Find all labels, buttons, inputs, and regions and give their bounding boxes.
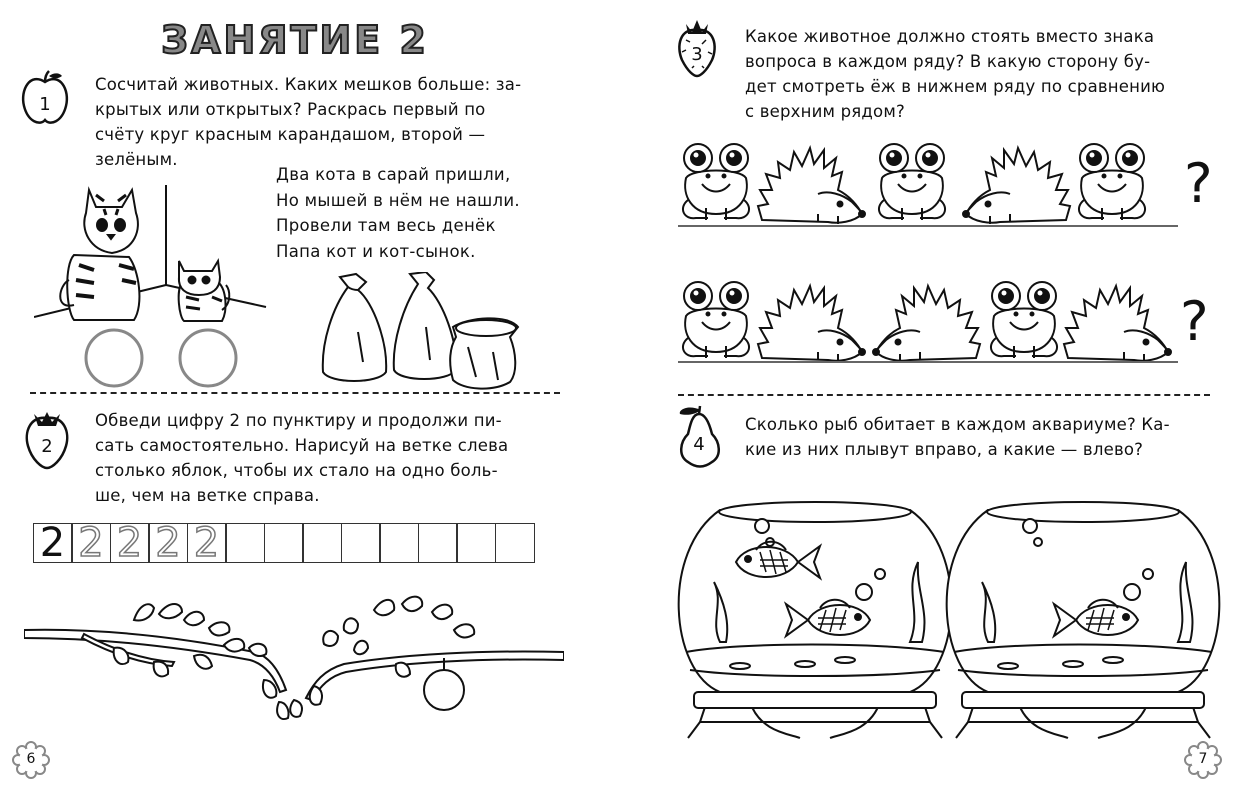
copybook-row[interactable] [34, 520, 535, 566]
task-3-line: дет смотреть ёж в нижнем ряду по сравнению [745, 77, 1166, 96]
task-1-text [95, 72, 558, 172]
dashed-digit: 2 [116, 520, 143, 566]
lesson-title: ЗАНЯТИЕ 2 [161, 18, 429, 62]
copybook-cell[interactable] [302, 523, 342, 563]
sacks-illustration [318, 272, 528, 392]
task-2-number: 2 [41, 436, 53, 457]
task-4-text [745, 412, 1210, 462]
dashed-digit: 2 [193, 520, 220, 566]
task-1-line: Сосчитай животных. Каких мешков больше: за- [95, 75, 522, 94]
question-mark-bottom: ? [1180, 290, 1209, 353]
frog-figure [683, 282, 749, 358]
task-1-badge [20, 70, 70, 128]
apple-on-branch [424, 670, 464, 710]
animal-row-top [678, 136, 1178, 232]
section-divider [30, 392, 560, 394]
dashed-digit: 2 [155, 520, 181, 566]
frog-figure [683, 144, 749, 220]
task-4-badge [674, 404, 724, 468]
hedgehog-left-figure [873, 286, 980, 362]
hedgehog-right-figure [758, 148, 865, 224]
task-4-line: кие из них плывут вправо, а какие — влево? [745, 440, 1144, 459]
task-1-number: 1 [39, 94, 51, 115]
task-1-line: счёту круг красным карандашом, второй — [95, 125, 486, 144]
copybook-cell[interactable] [148, 520, 188, 566]
copybook-cell[interactable] [71, 520, 111, 566]
frog-figure [1079, 144, 1145, 220]
task-2-line: сать самостоятельно. Нарисуй на ветке слева [95, 436, 509, 455]
copybook-cell[interactable] [187, 520, 227, 566]
copybook-cell[interactable] [456, 523, 496, 563]
page-number-left [12, 741, 50, 779]
task-2-badge [22, 408, 72, 470]
task-3-line: Какое животное должно стоять вместо знака [745, 27, 1155, 46]
task-3-line: вопроса в каждом ряду? В какую сторону бу- [745, 52, 1151, 71]
task-2-line: Обведи цифру 2 по пунктиру и продолжи пи- [95, 411, 502, 430]
first-circle[interactable] [86, 330, 142, 386]
task-1-line: зелёным. [95, 150, 178, 169]
page-number-right [1184, 741, 1222, 779]
task-4-line: Сколько рыб обитает в каждом аквариуме? Ка- [745, 415, 1170, 434]
aquariums-illustration [676, 500, 1226, 744]
solid-digit: 2 [39, 520, 66, 566]
task-1-line: крытых или открытых? Раскрась первый по [95, 100, 486, 119]
hedgehog-right-figure [1064, 286, 1171, 362]
frog-figure [991, 282, 1057, 358]
copybook-cell[interactable] [495, 523, 535, 563]
task-3-badge [672, 16, 722, 78]
dashed-digit: 2 [78, 520, 104, 566]
task-3-text [745, 24, 1210, 124]
second-circle[interactable] [180, 330, 236, 386]
frog-figure [879, 144, 945, 220]
animal-row-bottom [678, 274, 1178, 370]
task-3-line: с верхним рядом? [745, 102, 905, 121]
cats-illustration [34, 185, 274, 325]
branches-illustration [24, 590, 564, 730]
task-2-text [95, 408, 558, 508]
copybook-cell[interactable] [264, 523, 304, 563]
poem-line: Два кота в сарай пришли, [276, 165, 511, 184]
right-page [618, 0, 1236, 805]
task-2-line: столько яблок, чтобы их стало на одно боль- [95, 461, 498, 480]
copybook-cell[interactable] [418, 523, 458, 563]
hedgehog-left-figure [963, 148, 1070, 224]
copybook-cell[interactable] [379, 523, 419, 563]
hedgehog-right-figure [758, 286, 865, 362]
coloring-circles [84, 328, 244, 390]
task-3-number: 3 [691, 44, 703, 65]
task-4-number: 4 [693, 434, 705, 455]
poem-line: Папа кот и кот-сынок. [276, 241, 476, 261]
task-2-line: ше, чем на ветке справа. [95, 486, 320, 505]
copybook-cell[interactable] [341, 523, 381, 563]
copybook-cell[interactable] [33, 520, 73, 566]
copybook-cell[interactable] [225, 523, 265, 563]
poem [276, 162, 520, 264]
question-mark-top: ? [1184, 152, 1213, 215]
poem-line: Провели там весь денёк [276, 216, 496, 235]
page-number-left-text: 6 [26, 751, 36, 767]
copybook-cell[interactable] [110, 520, 150, 566]
poem-line: Но мышей в нём не нашли. [276, 190, 520, 210]
page-number-right-text: 7 [1198, 751, 1208, 767]
section-divider [678, 394, 1210, 396]
